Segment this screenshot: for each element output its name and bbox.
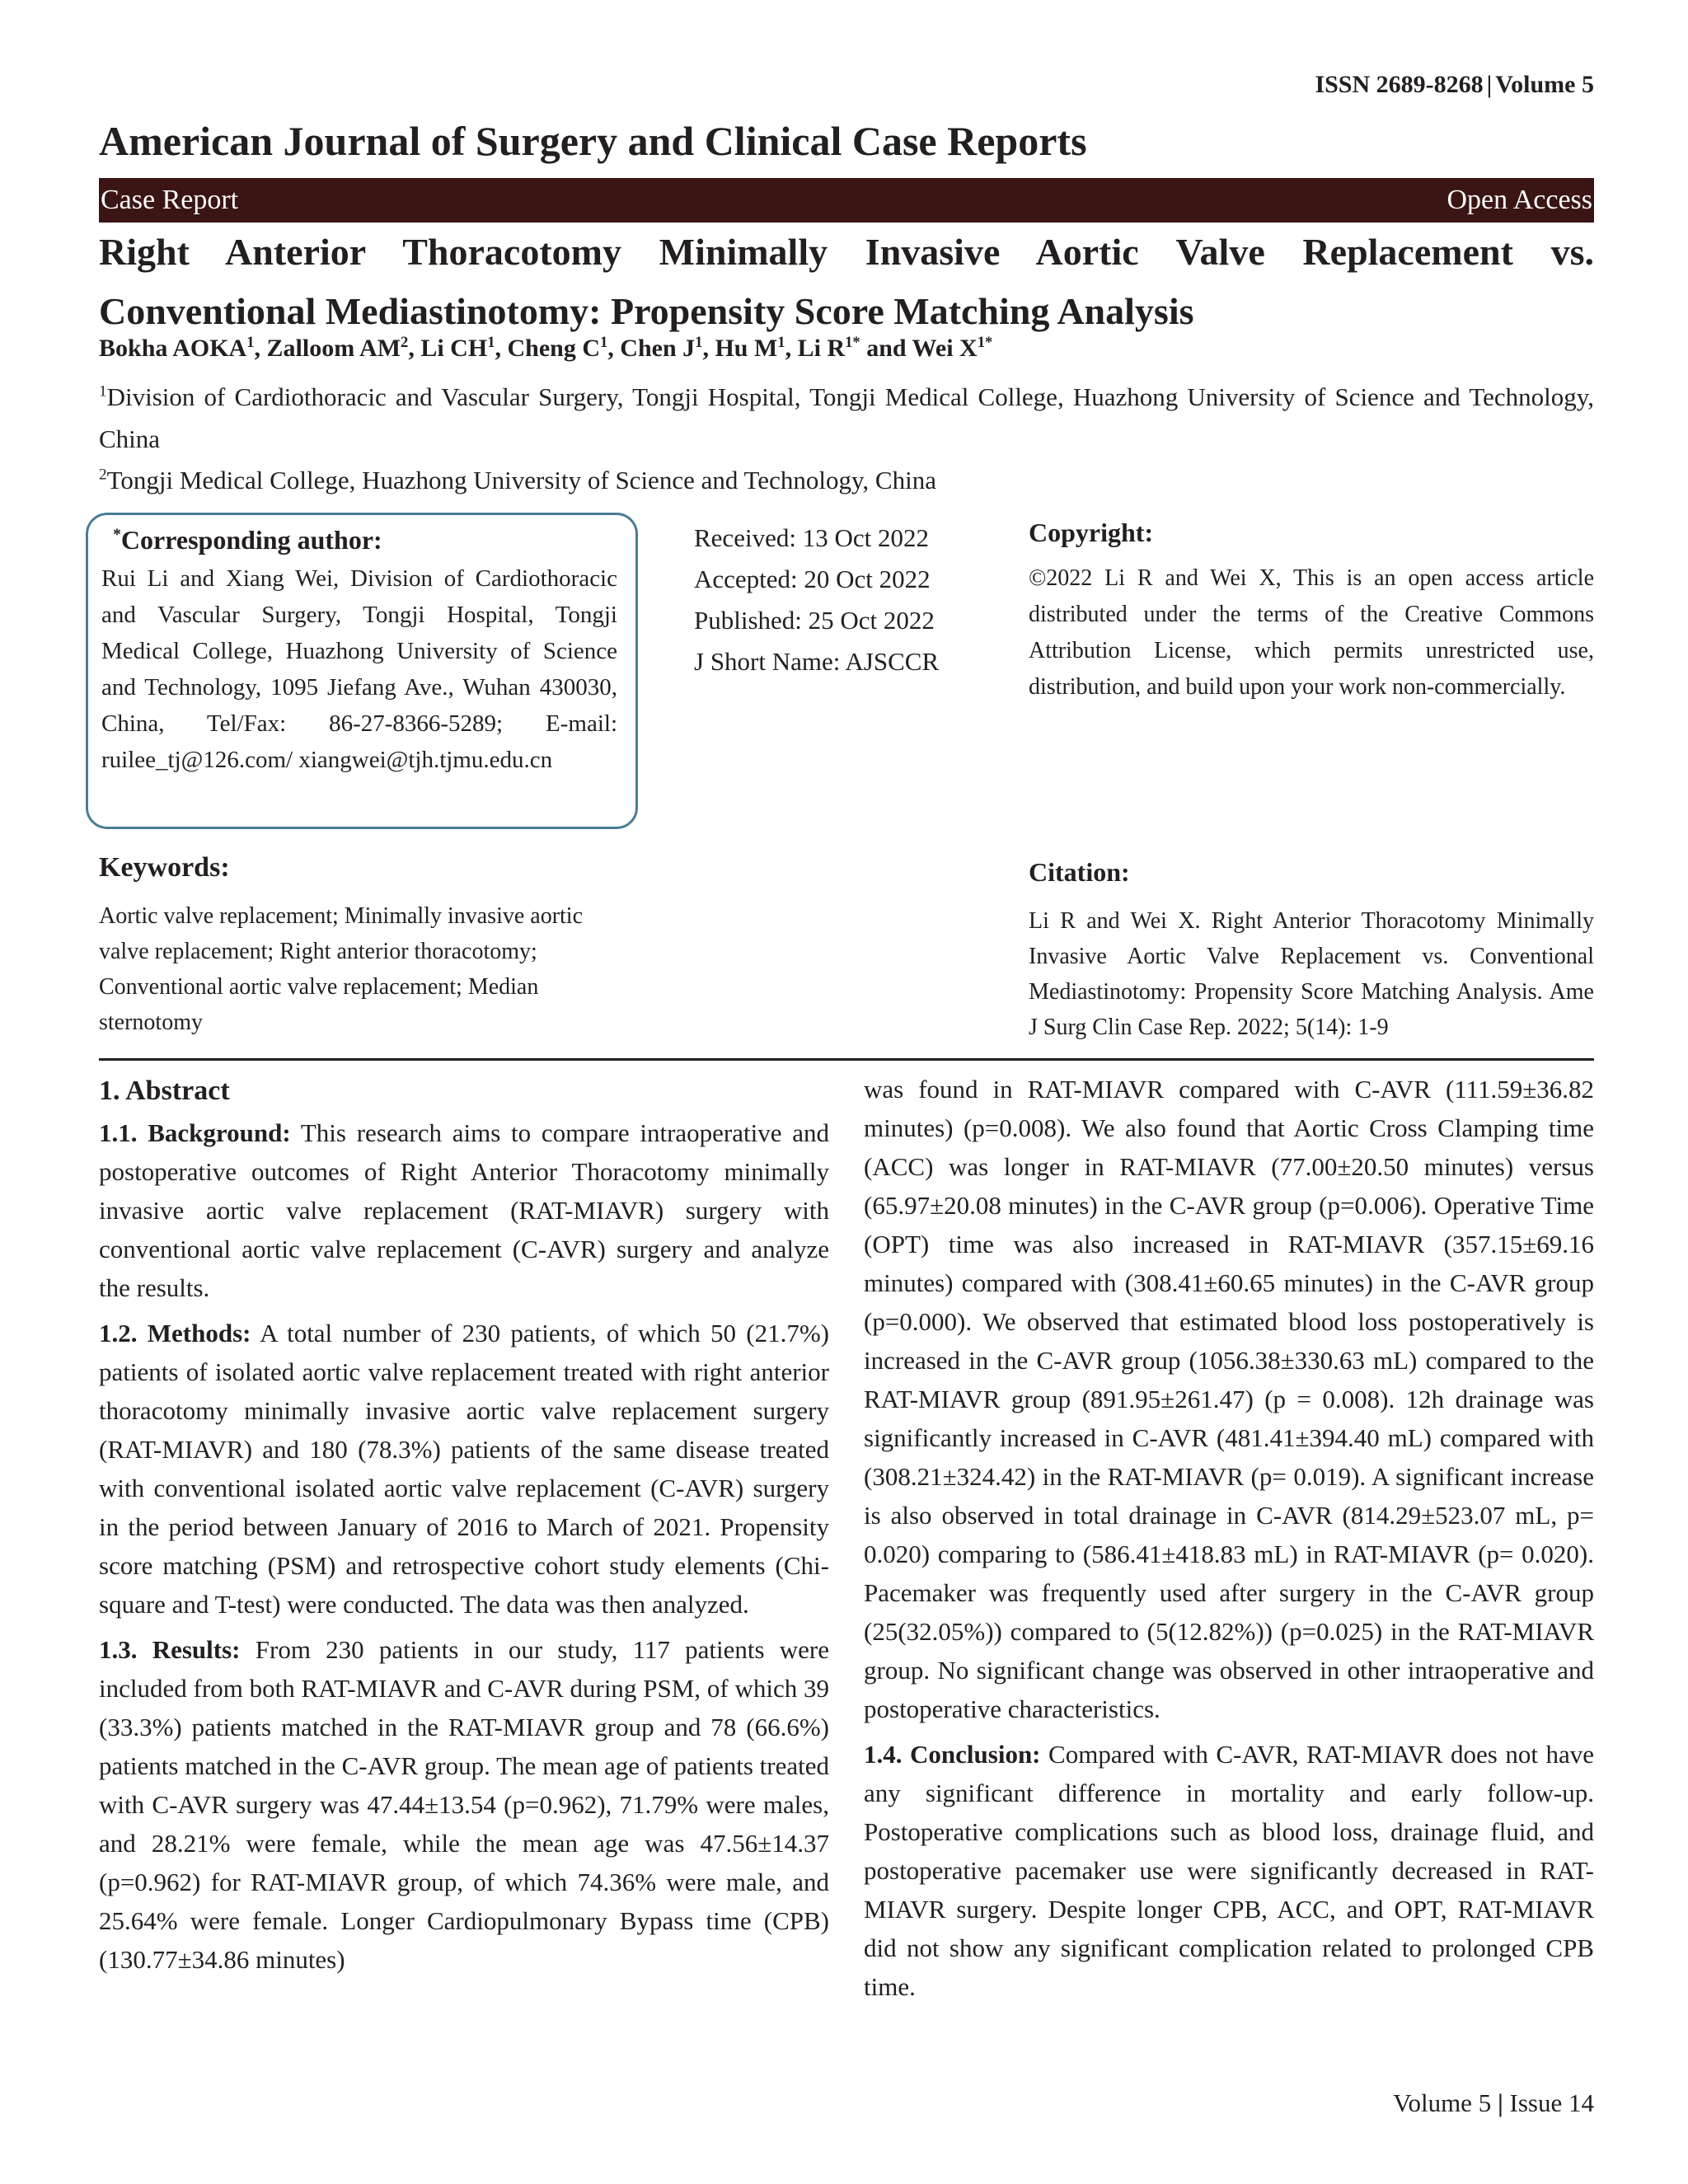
methods-text: A total number of 230 patients, of which 50 (21.7%) patients of isolated aortic valve replacement treated with right anterior thoracotomy minimally invasive aortic valve replacement surgery (RAT-MIAVR) and 180 (78.3%) patients of the same disease treated with conventional isolated aortic valve replacement (C-AVR) surgery in the period between January of 2016 to March of 2021. Propensity score matching (PSM) and retrospective cohort study elements (Chi-square and T-test) were conducted. The data was then analyzed.: [99, 1319, 829, 1619]
author: Cheng C: [507, 335, 600, 362]
abstract-conclusion: [864, 1735, 1594, 2006]
background-label: 1.1. Background:: [99, 1118, 291, 1147]
page-footer: [1393, 2088, 1594, 2118]
author-list: Bokha AOKA$^1$, Zalloom $AM^2$, Li $CH^1$, Cheng $C^1$, Chen $J^1$, Hu $M^1$, Li $R^{1*}$ and Wei $X^{1*}$: [99, 334, 993, 362]
affiliation-text: Tongji Medical College, Huazhong University of Science and Technology, China: [106, 466, 936, 494]
copyright-text: ©2022 Li R and Wei X, This is an open access article distributed under the terms of the Creative Commons Attribution License, which permits unrestricted use, distribution, and build upon your work non-commercially.: [1029, 565, 1594, 700]
results-text: From 230 patients in our study, 117 patients were included from both RAT-MIAVR and C-AVR during PSM, of which 39 (33.3%) patients matched in the RAT-MIAVR group and 78 (66.6%) patients matched in the C-AVR group. The mean age of patients treated with C-AVR surgery was 47.44±13.54 (p=0.962), 71.79% were males, and 28.21% were female, while the mean age was 47.56±14.37 (p=0.962) for RAT-MIAVR group, of which 74.36% were male, and 25.64% were female. Longer Cardiopulmonary Bypass time (CPB) (130.77±34.86 minutes): [99, 1635, 830, 1974]
keywords-heading: Keywords:: [99, 852, 230, 883]
footer-issue: Issue 14: [1509, 2088, 1594, 2117]
copyright-heading: Copyright:: [1029, 518, 1154, 547]
affiliation-1: [99, 376, 1594, 460]
issn-line: [1315, 71, 1594, 99]
abstract-results: [99, 1630, 829, 1979]
author-sup: 1*: [977, 334, 993, 351]
journal-title: American Journal of Surgery and Clinical Case Reports: [99, 118, 1087, 164]
author: Hu M: [715, 335, 778, 362]
author: Bokha AOKA: [99, 335, 247, 362]
author-sup: 1: [695, 334, 703, 351]
author: Wei X: [912, 335, 978, 362]
article-type: Case Report: [101, 185, 239, 215]
abstract-column-right: [864, 1070, 1594, 2013]
keywords-text: Aortic valve replacement; Minimally invasive aortic valve replacement; Right anterior thoracotomy; Conventional aortic valve replacement; Median sternotomy: [99, 903, 584, 1035]
abstract-background: [99, 1113, 829, 1307]
author-sup: 1: [777, 334, 785, 351]
author-sup: 1: [246, 334, 255, 351]
separator: |: [1497, 2088, 1503, 2117]
header-volume: Volume 5: [1495, 71, 1594, 98]
abstract-column-left: [99, 1071, 829, 1985]
abstract-results-continued: was found in RAT-MIAVR compared with C-AVR (111.59±36.82 minutes) (p=0.008). We also found that Aortic Cross Clamping time (ACC) was longer in RAT-MIAVR (77.00±20.50 minutes) versus (65.97±20.08 minutes) in the C-AVR group (p=0.006). Operative Time (OPT) time was also increased in RAT-MIAVR (357.15±69.16 minutes) compared with (308.41±60.65 minutes) in the C-AVR group (p=0.000). We observed that estimated blood loss postoperatively is increased in the C-AVR group (1056.38±330.63 mL) compared to the RAT-MIAVR group (891.95±261.47) (p = 0.008). 12h drainage was significantly increased in C-AVR (481.41±394.40 mL) compared with (308.21±324.42) in the RAT-MIAVR (p= 0.019). A significant increase is also observed in total drainage in C-AVR (814.29±523.07 mL, p= 0.020) comparing to (586.41±418.83 mL) in RAT-MIAVR (p= 0.020). Pacemaker was frequently used after surgery in the C-AVR group (25(32.05%)) compared to (5(12.82%)) (p=0.025) in the RAT-MIAVR group. No significant change was observed in other intraoperative and postoperative characteristics.: [864, 1075, 1594, 1723]
affiliation-sup: 2: [99, 466, 107, 484]
author-sup: 2: [401, 334, 409, 351]
corresponding-marker: *: [113, 525, 121, 544]
methods-label: 1.2. Methods:: [99, 1319, 251, 1347]
citation-heading: Citation:: [1029, 857, 1130, 887]
issn-number: ISSN 2689-8268: [1315, 71, 1484, 98]
affiliation-sup: 1: [99, 382, 107, 401]
section-divider: [99, 1058, 1594, 1061]
abstract-heading: 1. Abstract: [99, 1076, 230, 1106]
author: Li CH: [420, 335, 488, 362]
author: Zalloom AM: [266, 335, 401, 362]
footer-volume: Volume 5: [1393, 2088, 1492, 2117]
conclusion-label: 1.4. Conclusion:: [864, 1740, 1041, 1769]
published-date: Published: 25 Oct 2022: [694, 606, 935, 635]
citation-text: Li R and Wei X. Right Anterior Thoracotomy Minimally Invasive Aortic Valve Replacement vs. Conventional Mediastinotomy: Propensity Score Matching Analysis. Ame J Surg Clin Case Rep. 2022; 5(14): 1-9: [1029, 908, 1594, 1040]
author-sup: 1*: [845, 334, 860, 351]
background-text: This research aims to compare intraoperative and postoperative outcomes of Right Anterior Thoracotomy minimally invasive aortic valve replacement (RAT-MIAVR) surgery with conventional aortic valve replacement (C-AVR) surgery and analyze the results.: [99, 1118, 829, 1302]
affiliation-2: [99, 459, 1594, 501]
open-access-label: Open Access: [1447, 185, 1592, 215]
publication-dates: [694, 518, 939, 682]
corresponding-author-heading: [113, 525, 617, 555]
author-sup: 1: [487, 334, 495, 351]
article-type-bar: [99, 178, 1594, 223]
received-date: Received: 13 Oct 2022: [694, 523, 929, 552]
article-title: Right Anterior Thoracotomy Minimally Invasive Aortic Valve Replacement vs. Conventional Mediastinotomy: Propensity Score Matching Analysis: [99, 231, 1594, 332]
corresponding-author-box: [86, 513, 638, 829]
abstract-methods: [99, 1314, 829, 1624]
journal-short-name: J Short Name: AJSCCR: [694, 647, 940, 676]
author: Chen J: [620, 335, 696, 362]
separator: |: [1486, 71, 1493, 98]
results-label: 1.3. Results:: [99, 1635, 241, 1664]
corresponding-heading-text: Corresponding author:: [120, 525, 382, 555]
corresponding-author-details: Rui Li and Xiang Wei, Division of Cardiothoracic and Vascular Surgery, Tongji Hospital, Tongji Medical College, Huazhong University of Science and Technology, 1095 Jiefang Ave., Wuhan 430030, China, Tel/Fax: 86-27-8366-5289; E-mail: ruilee_tj@126.com/ xiangwei@tjh.tjmu.edu.cn: [101, 565, 617, 773]
author-sup: 1: [600, 334, 608, 351]
conclusion-text: Compared with C-AVR, RAT-MIAVR does not have any significant difference in mortality and early follow-up. Postoperative complications such as blood loss, drainage fluid, and postoperative pacemaker use were significantly decreased in RAT-MIAVR surgery. Despite longer CPB, ACC, and OPT, RAT-MIAVR did not show any significant complication related to prolonged CPB time.: [864, 1740, 1594, 2001]
author: Li R: [797, 335, 846, 362]
affiliation-text: Division of Cardiothoracic and Vascular Surgery, Tongji Hospital, Tongji Medical College, Huazhong University of Science and Technology, China: [99, 382, 1594, 453]
accepted-date: Accepted: 20 Oct 2022: [694, 565, 931, 593]
